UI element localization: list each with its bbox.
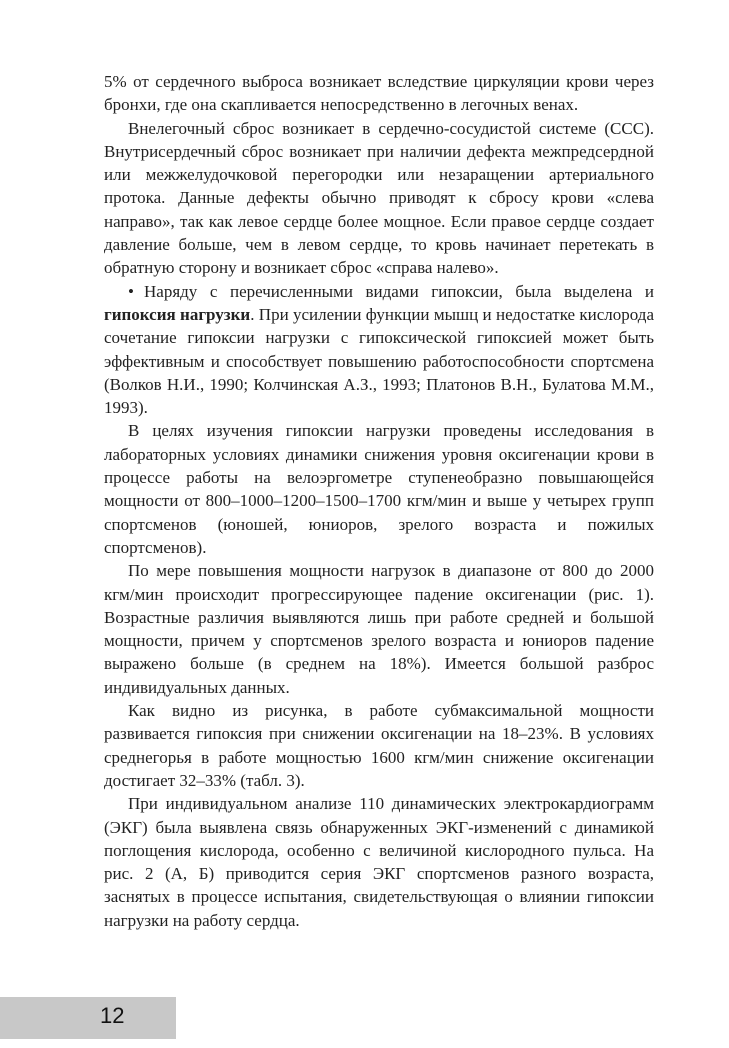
paragraph-3-start: Наряду с перечисленными видами гипоксии, была выделена и [144,281,654,301]
paragraph-3-end: . При усилении функции мышц и недостатке кислорода сочетание гипоксии нагрузки с гипоксической гипоксией может быть эффективным и способствует повышению работоспособности спортсмена (Волков Н.И., 1990; Колчинская А.З., 1993; Платонов В.Н., Булатова М.М., 1993). [104,304,654,418]
bullet-icon: • [128,281,134,301]
page-number-box [0,997,176,1039]
paragraph-6: Как видно из рисунка, в работе субмаксимальной мощности развивается гипоксия при снижении оксигенации на 18–23%. В условиях среднегорья в работе мощностью 1600 кгм/мин снижение оксигенации достигает 32–33% (табл. 3). [104,701,654,790]
paragraph-2: Внелегочный сброс возникает в сердечно-сосудистой системе (ССС). Внутрисердечный сброс возникает при наличии дефекта межпредсердной или межжелудочковой перегородки или незаращении артериального протока. Данные дефекты обычно приводят к сбросу крови «слева направо», так как левое сердце более мощное. Если правое сердце создает давление больше, чем в левом сердце, то кровь начинает перетекать в обратную сторону и возникает сброс «справа налево». [104,118,654,278]
paragraph-1: 5% от сердечного выброса возникает вследствие циркуляции крови через бронхи, где она скапливается непосредственно в легочных венах. [104,72,654,115]
paragraph-4: В целях изучения гипоксии нагрузки проведены исследования в лабораторных условиях динамики снижения уровня оксигенации крови в процессе работы на велоэргометре ступенеобразно повышающейся мощности от 800–1000–1200–1500–1700 кгм/мин и выше у четырех групп спортсменов (юношей, юниоров, зрелого возраста и пожилых спортсменов). [104,421,654,557]
paragraph-5: По мере повышения мощности нагрузок в диапазоне от 800 до 2000 кгм/мин происходит прогрессирующее падение оксигенации (рис. 1). Возрастные различия выявляются лишь при работе средней и большой мощности, причем у спортсменов зрелого возраста и юниоров падение выражено больше (в среднем на 18%). Имеется большой разброс индивидуальных данных. [104,561,654,697]
page-number: 12 [100,1003,125,1028]
paragraph-7: При индивидуальном анализе 110 динамических электрокардиограмм (ЭКГ) была выявлена связь обнаруженных ЭКГ-изменений с динамикой поглощения кислорода, особенно с величиной кислородного пульса. На рис. 2 (А, Б) приводится серия ЭКГ спортсменов разного возраста, заснятых в процессе испытания, свидетельствующая о влиянии гипоксии нагрузки на работу сердца. [104,794,654,930]
body-text [104,70,654,932]
bold-term: гипоксия нагрузки [104,304,251,324]
paragraph-3 [104,280,654,420]
